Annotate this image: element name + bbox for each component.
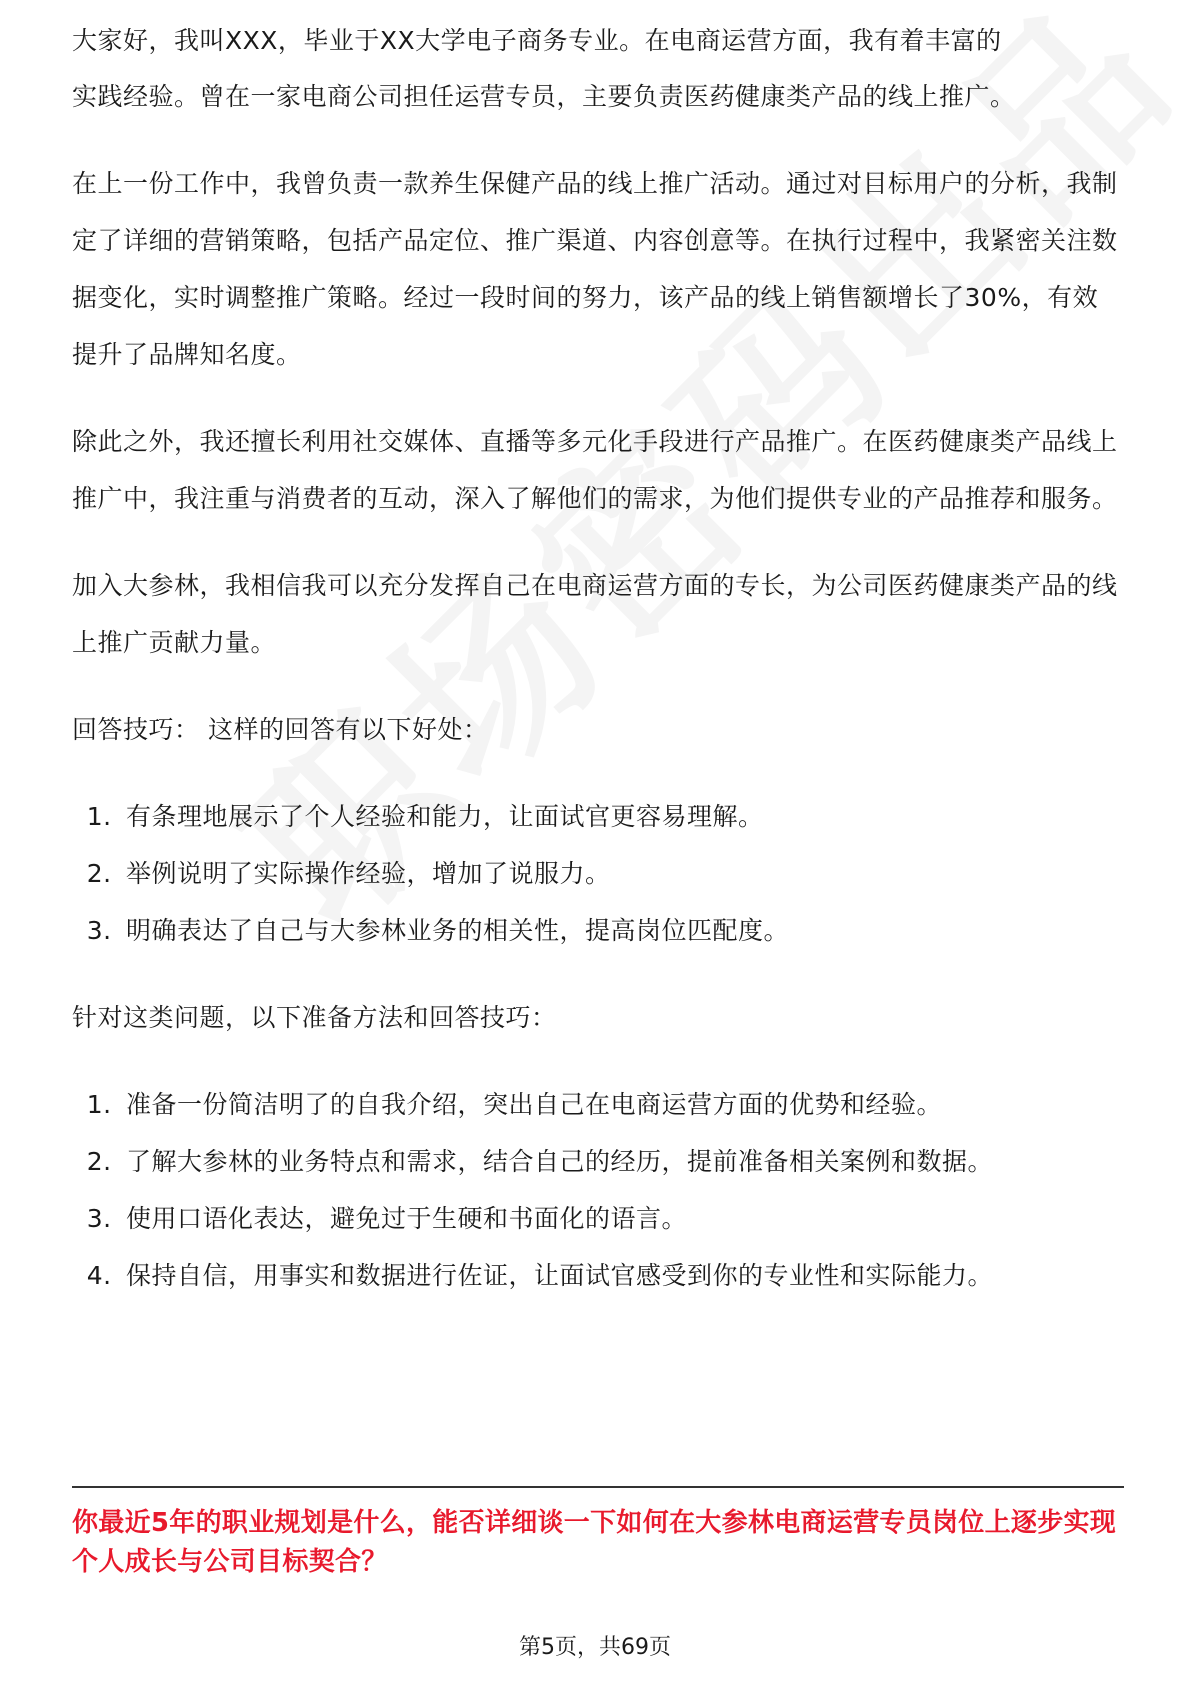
paragraph-experience: 在上一份工作中，我曾负责一款养生保健产品的线上推广活动。通过对目标用户的分析，我制定了详细的营销策略，包括产品定位、推广渠道、内容创意等。在执行过程中，我紧密关注数据变化，实时调整推广策略。经过一段时间的努力，该产品的线上销售额增长了30%，有效提升了品牌知名度。 bbox=[72, 169, 1118, 369]
list-item: 1. 有条理地展示了个人经验和能力，让面试官更容易理解。 bbox=[120, 788, 1122, 845]
next-question-heading: 你最近5年的职业规划是什么，能否详细谈一下如何在大参林电商运营专员岗位上逐步实现个人成长与公司目标契合？ bbox=[72, 1508, 1117, 1577]
paragraph-skills: 除此之外，我还擅长利用社交媒体、直播等多元化手段进行产品推广。在医药健康类产品线上推广中，我注重与消费者的互动，深入了解他们的需求，为他们提供专业的产品推荐和服务。 bbox=[72, 427, 1118, 513]
clipped-top-line bbox=[72, 28, 1122, 70]
page-indicator: 第5页，共69页 bbox=[519, 1635, 671, 1660]
methods-list bbox=[72, 1076, 1122, 1304]
section-divider bbox=[72, 1486, 1124, 1488]
paragraph-intro: 实践经验。曾在一家电商公司担任运营专员，主要负责医药健康类产品的线上推广。 bbox=[72, 82, 1016, 111]
methods-heading: 针对这类问题，以下准备方法和回答技巧： bbox=[72, 1003, 557, 1032]
list-item: 3. 明确表达了自己与大参林业务的相关性，提高岗位匹配度。 bbox=[120, 902, 1122, 959]
paragraph-conclusion: 加入大参林，我相信我可以充分发挥自己在电商运营方面的专长，为公司医药健康类产品的线上推广贡献力量。 bbox=[72, 571, 1118, 657]
tips-list bbox=[72, 788, 1122, 959]
clipped-top-line-text: 大家好，我叫XXX，毕业于XX大学电子商务专业。在电商运营方面，我有着丰富的 bbox=[72, 28, 1002, 55]
list-item: 1. 准备一份简洁明了的自我介绍，突出自己在电商运营方面的优势和经验。 bbox=[120, 1076, 1122, 1133]
list-item: 2. 举例说明了实际操作经验，增加了说服力。 bbox=[120, 845, 1122, 902]
list-item: 2. 了解大参林的业务特点和需求，结合自己的经历，提前准备相关案例和数据。 bbox=[120, 1133, 1122, 1190]
answer-body bbox=[72, 28, 1122, 1334]
list-item: 3. 使用口语化表达，避免过于生硬和书面化的语言。 bbox=[120, 1190, 1122, 1247]
list-item: 4. 保持自信，用事实和数据进行佐证，让面试官感受到你的专业性和实际能力。 bbox=[120, 1247, 1122, 1304]
tips-heading: 回答技巧： 这样的回答有以下好处： bbox=[72, 715, 489, 744]
